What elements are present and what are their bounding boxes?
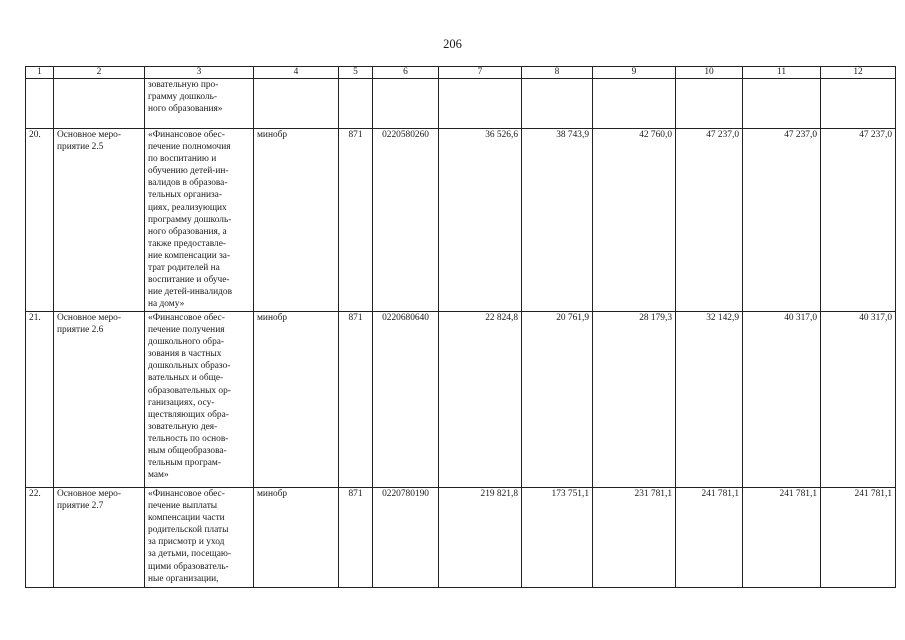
table-row <box>26 129 896 312</box>
column-header: 5 <box>339 67 373 79</box>
column-header: 8 <box>522 67 593 79</box>
cell-num: 20. <box>26 129 54 312</box>
cell-executor: минобр <box>254 488 339 588</box>
description-text: «Финансовое обес- печение полномочия по воспитанию и обучению детей-ин- валидов в образова- тельных организа- циях, реализующих программу дошколь- ного образования, а также предоставле- ние компенсации за- трат родителей на воспитание и обуче- ние детей-инвалидов на дому» <box>148 130 233 310</box>
cell-num: 21. <box>26 312 54 488</box>
cell-kbk: 0220680640 <box>373 312 439 488</box>
cell-num: 22. <box>26 488 54 588</box>
column-header: 6 <box>373 67 439 79</box>
cell-value: 241 781,1 <box>821 488 896 588</box>
cell-value: 47 237,0 <box>676 129 743 312</box>
cell-value: 28 179,3 <box>593 312 676 488</box>
column-header: 1 <box>26 67 54 79</box>
table-row <box>26 312 896 488</box>
column-header: 3 <box>145 67 254 79</box>
cell-kbk: 0220580260 <box>373 129 439 312</box>
page-number: 206 <box>443 37 462 51</box>
cell-kbk: 0220780190 <box>373 488 439 588</box>
column-header: 4 <box>254 67 339 79</box>
cell-executor: минобр <box>254 312 339 488</box>
column-header: 2 <box>54 67 145 79</box>
cell-description <box>145 312 254 488</box>
cell-value: 36 526,6 <box>439 129 522 312</box>
cell-value: 173 751,1 <box>522 488 593 588</box>
description-text: «Финансовое обес- печение получения дошкольного обра- зования в частных дошкольных образо- вательных и обще- образовательных ор- ганизациях, осу- ществляющих обра- зовательную дея- тельность по основ- ным общеобразова- тельным програм- мам» <box>148 313 231 481</box>
event-text: Основное меро- приятие 2.7 <box>57 489 121 512</box>
event-text: Основное меро- приятие 2.5 <box>57 130 121 153</box>
column-header: 7 <box>439 67 522 79</box>
cell-code <box>339 79 373 129</box>
cell-value: 241 781,1 <box>743 488 821 588</box>
column-header: 12 <box>821 67 896 79</box>
cell-value <box>522 79 593 129</box>
cell-value: 231 781,1 <box>593 488 676 588</box>
cell-value <box>821 79 896 129</box>
cell-value: 47 237,0 <box>743 129 821 312</box>
cell-event <box>54 488 145 588</box>
description-text: зовательную про- грамму дошколь- ного образования» <box>148 80 223 115</box>
cell-description <box>145 129 254 312</box>
table-row <box>26 488 896 588</box>
cell-value: 22 824,8 <box>439 312 522 488</box>
cell-value: 40 317,0 <box>821 312 896 488</box>
cell-event <box>54 129 145 312</box>
cell-description <box>145 79 254 129</box>
header-row <box>26 67 896 79</box>
cell-value: 42 760,0 <box>593 129 676 312</box>
cell-value: 38 743,9 <box>522 129 593 312</box>
cell-executor: минобр <box>254 129 339 312</box>
cell-executor <box>254 79 339 129</box>
cell-value <box>676 79 743 129</box>
description-text: «Финансовое обес- печение выплаты компенсации части родительской платы за присмотр и уход за детьми, посещаю- щими образователь- ные организации, <box>148 489 232 584</box>
continuation-row <box>26 79 896 129</box>
cell-code: 871 <box>339 312 373 488</box>
cell-num <box>26 79 54 129</box>
column-header: 9 <box>593 67 676 79</box>
cell-value: 219 821,8 <box>439 488 522 588</box>
cell-code: 871 <box>339 488 373 588</box>
cell-value: 20 761,9 <box>522 312 593 488</box>
cell-event <box>54 79 145 129</box>
cell-value: 40 317,0 <box>743 312 821 488</box>
column-header: 11 <box>743 67 821 79</box>
budget-table <box>25 66 896 588</box>
column-header: 10 <box>676 67 743 79</box>
cell-kbk <box>373 79 439 129</box>
event-text: Основное меро- приятие 2.6 <box>57 313 121 336</box>
cell-description <box>145 488 254 588</box>
cell-code: 871 <box>339 129 373 312</box>
cell-value: 241 781,1 <box>676 488 743 588</box>
cell-value <box>743 79 821 129</box>
cell-value: 47 237,0 <box>821 129 896 312</box>
cell-event <box>54 312 145 488</box>
cell-value: 32 142,9 <box>676 312 743 488</box>
cell-value <box>439 79 522 129</box>
cell-value <box>593 79 676 129</box>
